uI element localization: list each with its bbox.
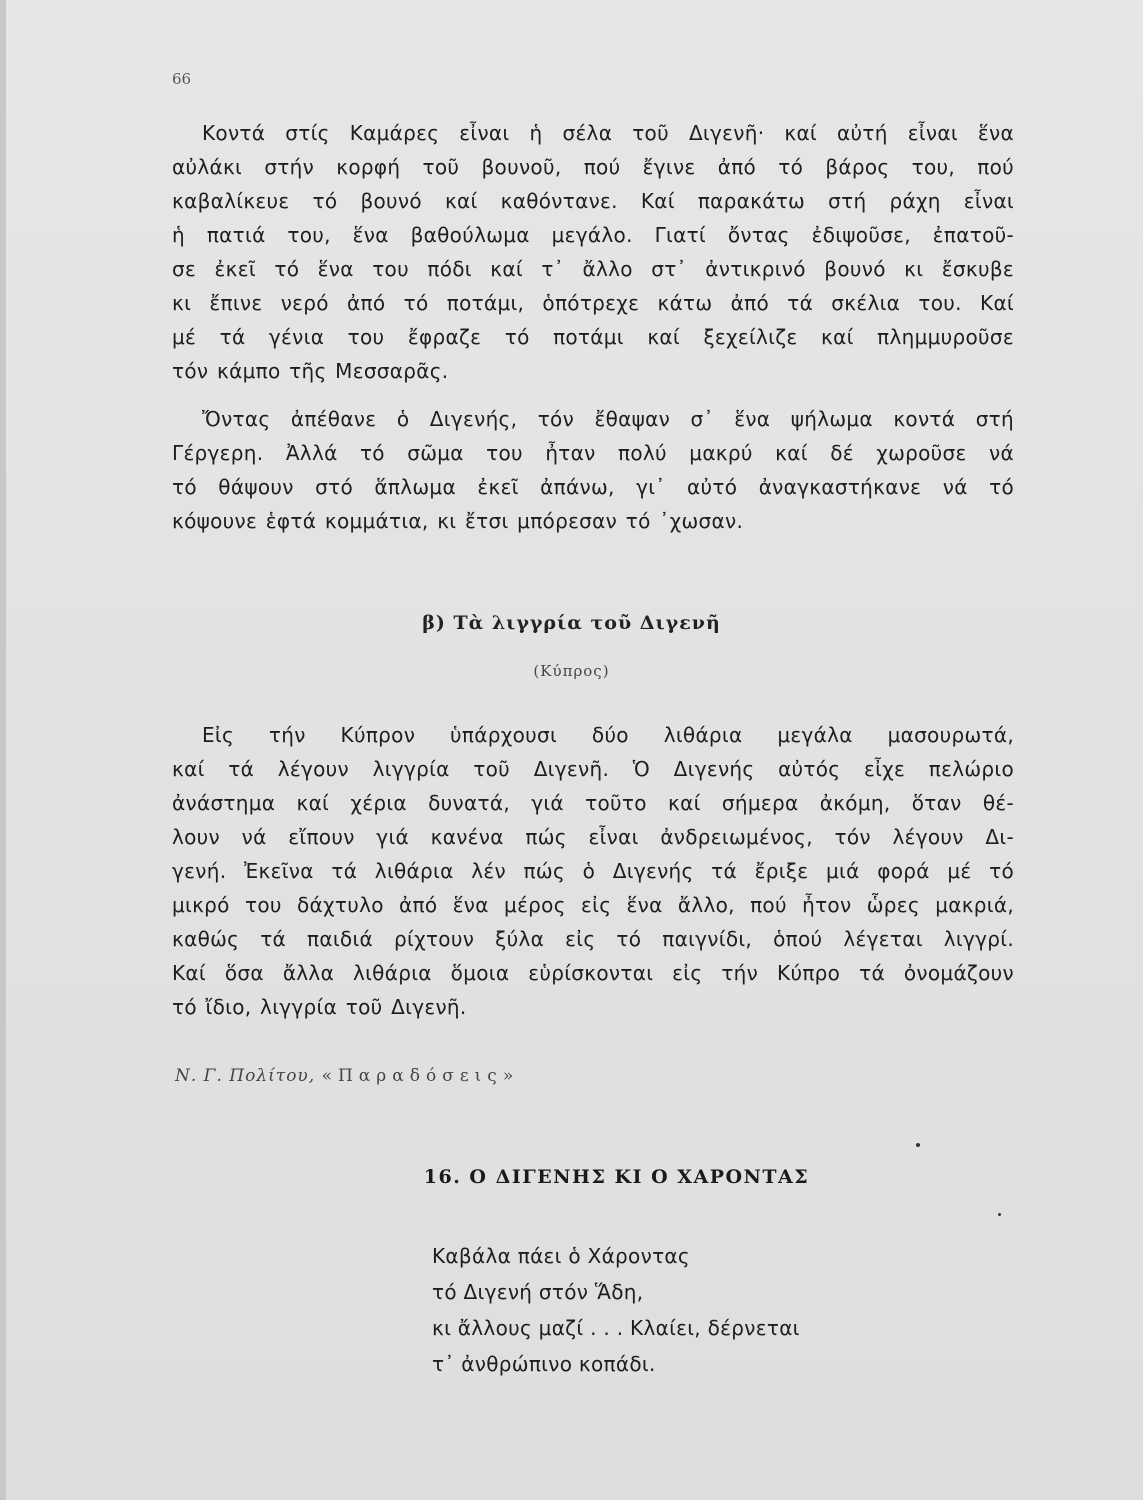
text-line: ἡ πατιά του, ἕνα βαθούλωμα μεγάλο. Γιατί ὄντας ἐδιψοῦσε, ἐπατοῦ- xyxy=(172,223,1014,247)
text-line: Κοντά στίς Καμάρες εἶναι ἡ σέλα τοῦ Διγενῆ· καί αὐτή εἶναι ἕνα xyxy=(202,121,1014,145)
page-edge xyxy=(0,0,6,1500)
text-line: Ὄντας ἀπέθανε ὁ Διγενής, τόν ἔθαψαν σ᾽ ἕνα ψήλωμα κοντά στή xyxy=(202,407,1014,431)
text-line: Καί ὅσα ἄλλα λιθάρια ὅμοια εὑρίσκονται εἰς τήν Κύπρο τά ὀνομάζουν xyxy=(172,961,1014,985)
poem xyxy=(432,1238,800,1382)
page-number: 66 xyxy=(172,70,192,88)
poem-line: τ᾽ ἀνθρώπινο κοπάδι. xyxy=(432,1352,656,1376)
text-line: τό ἴδιο, λιγγρία τοῦ Διγενῆ. xyxy=(172,995,467,1019)
text-line: κι ἔπινε νερό ἀπό τό ποτάμι, ὁπότρεχε κάτω ἀπό τά σκέλια του. Καί xyxy=(172,291,1014,315)
text-line: καί τά λέγουν λιγγρία τοῦ Διγενῆ. Ὁ Διγενής αὐτός εἶχε πελώριο xyxy=(172,757,1014,781)
text-line: σε ἐκεῖ τό ἕνα του πόδι καί τ᾽ ἄλλο στ᾽ ἀντικρινό βουνό κι ἔσκυβε xyxy=(172,257,1014,281)
text-line: Εἰς τήν Κύπρον ὑπάρχουσι δύο λιθάρια μεγάλα μασουρωτά, xyxy=(202,723,1014,747)
citation xyxy=(175,1066,519,1086)
citation-author: Ν. Γ. Πολίτου, xyxy=(175,1066,316,1086)
poem-line: τό Διγενή στόν Ἅδη, xyxy=(432,1280,644,1304)
print-speck xyxy=(998,1213,1001,1216)
text-line: καθώς τά παιδιά ρίχτουν ξύλα εἰς τό παιγνίδι, ὁπού λέγεται λιγγρί. xyxy=(172,927,1014,951)
citation-work: «Παραδόσεις» xyxy=(321,1066,520,1086)
print-speck xyxy=(916,1143,920,1147)
text-line: Γέργερη. Ἀλλά τό σῶμα του ἦταν πολύ μακρύ καί δέ χωροῦσε νά xyxy=(172,441,1014,465)
text-line: μικρό του δάχτυλο ἀπό ἕνα μέρος εἰς ἕνα ἄλλο, πού ἦτον ὧρες μακριά, xyxy=(172,893,1014,917)
subsection-location: (Κύπρος) xyxy=(533,662,610,680)
paragraph-stones-of-digenis xyxy=(172,718,1014,1024)
text-line: τόν κάμπο τῆς Μεσσαρᾶς. xyxy=(172,359,449,383)
text-line: καβαλίκευε τό βουνό καί καθόντανε. Καί παρακάτω στή ράχη εἶναι xyxy=(172,189,1014,213)
text-line: μέ τά γένια του ἔφραζε τό ποτάμι καί ξεχείλιζε καί πλημμυροῦσε xyxy=(172,325,1014,349)
subsection-title: β) Τὰ λιγγρία τοῦ Διγενῆ xyxy=(422,612,721,634)
poem-line: Καβάλα πάει ὁ Χάροντας xyxy=(432,1244,690,1268)
section-title: 16. Ο ΔΙΓΕΝΗΣ ΚΙ Ο ΧΑΡΟΝΤΑΣ xyxy=(423,1166,810,1188)
text-line: λουν νά εἴπουν γιά κανένα πώς εἶναι ἀνδρειωμένος, τόν λέγουν Δι- xyxy=(172,825,1014,849)
paragraph-burial-of-digenis xyxy=(172,402,1014,538)
text-line: γενή. Ἐκεῖνα τά λιθάρια λέν πώς ὁ Διγενής τά ἔριξε μιά φορά μέ τό xyxy=(172,859,1014,883)
text-line: κόψουνε ἑφτά κομμάτια, κι ἔτσι μπόρεσαν τό ᾽χωσαν. xyxy=(172,509,744,533)
text-line: τό θάψουν στό ἅπλωμα ἐκεῖ ἀπάνω, γι᾽ αὐτό ἀναγκαστήκανε νά τό xyxy=(172,475,1014,499)
paragraph-saddle-of-digenis xyxy=(172,116,1014,388)
text-line: ἀνάστημα καί χέρια δυνατά, γιά τοῦτο καί σήμερα ἀκόμη, ὅταν θέ- xyxy=(172,791,1014,815)
poem-line: κι ἄλλους μαζί . . . Κλαίει, δέρνεται xyxy=(432,1316,800,1340)
text-line: αὐλάκι στήν κορφή τοῦ βουνοῦ, πού ἔγινε ἀπό τό βάρος του, πού xyxy=(172,155,1014,179)
